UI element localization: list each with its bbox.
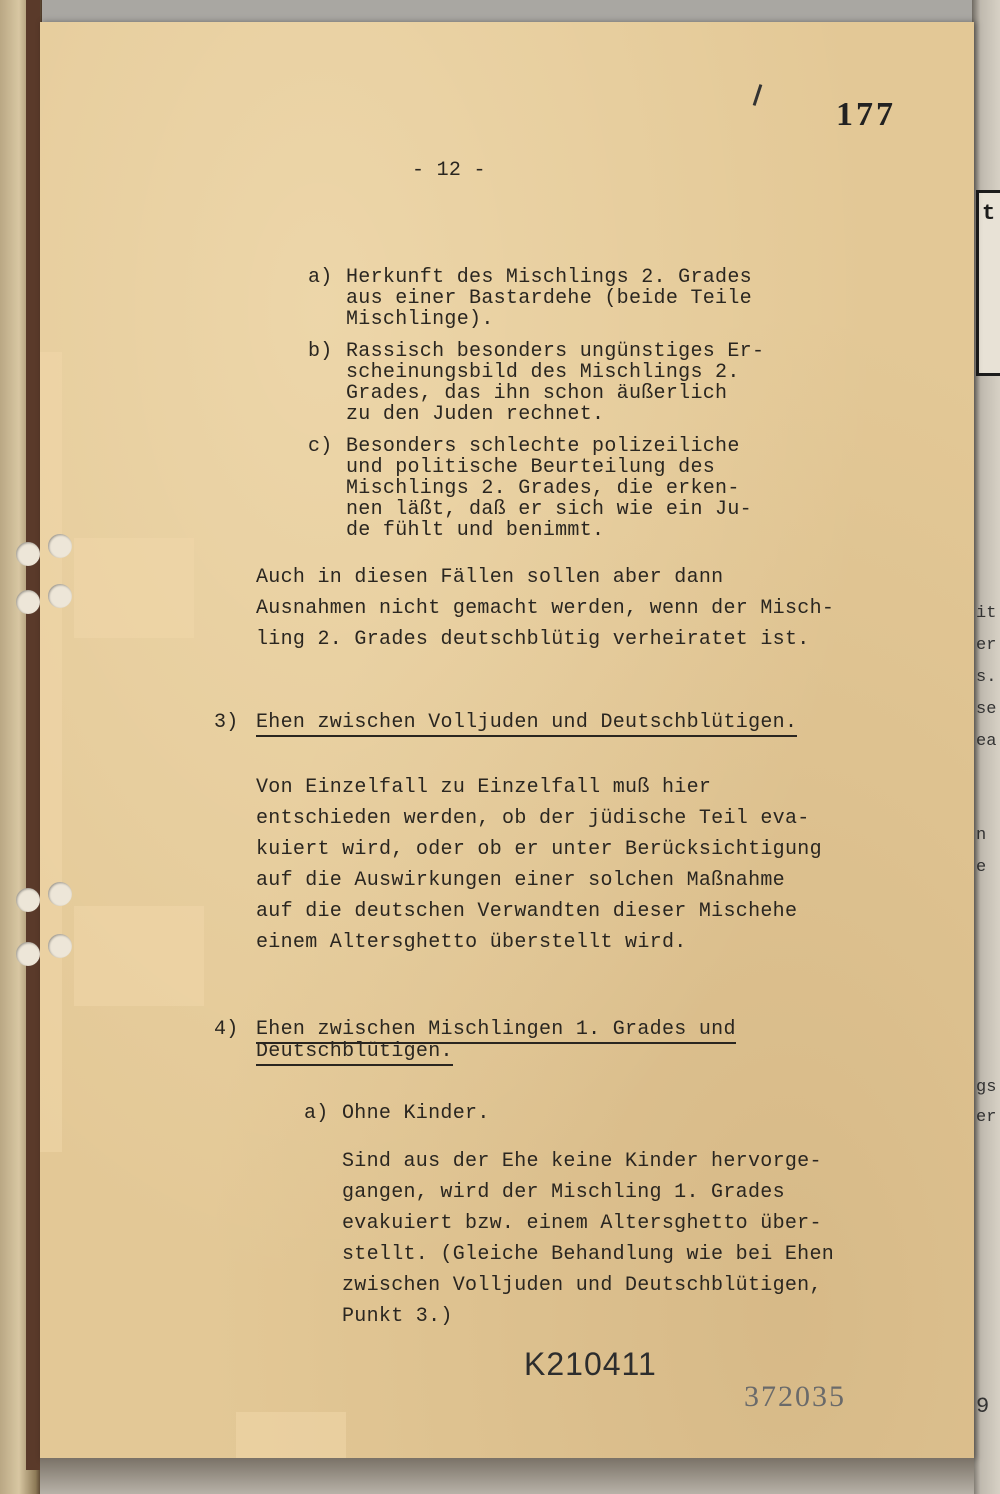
punch-hole bbox=[48, 882, 72, 906]
punch-hole bbox=[48, 934, 72, 958]
section-3-heading: Ehen zwischen Volljuden und Deutschblütigen. bbox=[256, 711, 797, 737]
adjacent-text-fragment: se bbox=[976, 700, 997, 719]
archive-code: K210411 bbox=[524, 1346, 657, 1382]
paper-stain bbox=[74, 538, 194, 638]
adjacent-text-fragment: s. bbox=[976, 668, 997, 687]
adjacent-text-fragment: er bbox=[976, 636, 997, 655]
section-4-heading-line-2: Deutschblütigen. bbox=[256, 1040, 453, 1066]
punch-hole bbox=[16, 542, 40, 566]
list-item-text: Rassisch besonders ungünstiges Er- scheinungsbild des Mischlings 2. Grades, das ihn schon äußerlich zu den Juden rechnet. bbox=[346, 340, 765, 426]
subsection-title: Ohne Kinder. bbox=[342, 1102, 490, 1125]
page-bottom-shadow bbox=[40, 1458, 974, 1494]
punch-hole bbox=[48, 534, 72, 558]
subsection-marker: a) bbox=[304, 1102, 329, 1125]
page-number: - 12 - bbox=[412, 159, 486, 182]
paper-stain bbox=[74, 906, 204, 1006]
adjacent-text-fragment: e bbox=[976, 858, 987, 877]
punch-hole bbox=[48, 584, 72, 608]
adjacent-text-fragment: n bbox=[976, 826, 987, 845]
list-item-text: Herkunft des Mischlings 2. Grades aus einer Bastardehe (beide Teile Mischlinge). bbox=[346, 266, 752, 331]
list-marker: a) bbox=[308, 266, 333, 289]
adjacent-text-fragment: er bbox=[976, 1108, 997, 1127]
binding-strip bbox=[26, 0, 40, 1470]
adjacent-text-fragment: it bbox=[976, 604, 997, 623]
adjacent-tab-glyph: t bbox=[982, 201, 996, 226]
subsection-body: Sind aus der Ehe keine Kinder hervorge- gangen, wird der Mischling 1. Grades evakuiert bzw. einem Altersghetto über- stellt. (Gleiche Behandlung wie bei Ehen zwischen Volljuden und Deutschblütigen, Punkt 3.) bbox=[342, 1150, 835, 1328]
section-3-number: 3) bbox=[214, 711, 239, 734]
adjacent-page-edge bbox=[972, 0, 1000, 1494]
punch-hole bbox=[16, 590, 40, 614]
section-4-heading-line-1: Ehen zwischen Mischlingen 1. Grades und bbox=[256, 1018, 736, 1044]
paper-stain bbox=[40, 352, 62, 1152]
punch-hole bbox=[16, 888, 40, 912]
list-item-text: Besonders schlechte polizeiliche und politische Beurteilung des Mischlings 2. Grades, die erken- nen läßt, daß er sich wie ein Ju- de fühlt und benimmt. bbox=[346, 435, 752, 542]
section-4-number: 4) bbox=[214, 1018, 239, 1041]
paragraph-exception: Auch in diesen Fällen sollen aber dann Ausnahmen nicht gemacht werden, wenn der Misch- ling 2. Grades deutschblütig verheiratet ist. bbox=[256, 566, 835, 651]
archive-code-secondary: 372035 bbox=[744, 1380, 846, 1413]
adjacent-text-fragment: gs bbox=[976, 1078, 997, 1097]
section-3-body: Von Einzelfall zu Einzelfall muß hier entschieden werden, ob der jüdische Teil eva- kuiert wird, oder ob er unter Berücksichtigung auf die Auswirkungen einer solchen Maßnahme auf die deutschen Verwandten dieser Mischehe einem Altersghetto überstellt wird. bbox=[256, 776, 822, 954]
list-marker: c) bbox=[308, 435, 333, 458]
list-marker: b) bbox=[308, 340, 333, 363]
punch-hole bbox=[16, 942, 40, 966]
paper-stain bbox=[236, 1412, 346, 1460]
adjacent-page-tab bbox=[976, 190, 1000, 376]
adjacent-text-fragment: 9 bbox=[976, 1394, 990, 1419]
folio-number: 177 bbox=[836, 96, 896, 133]
adjacent-text-fragment: ea bbox=[976, 732, 997, 751]
